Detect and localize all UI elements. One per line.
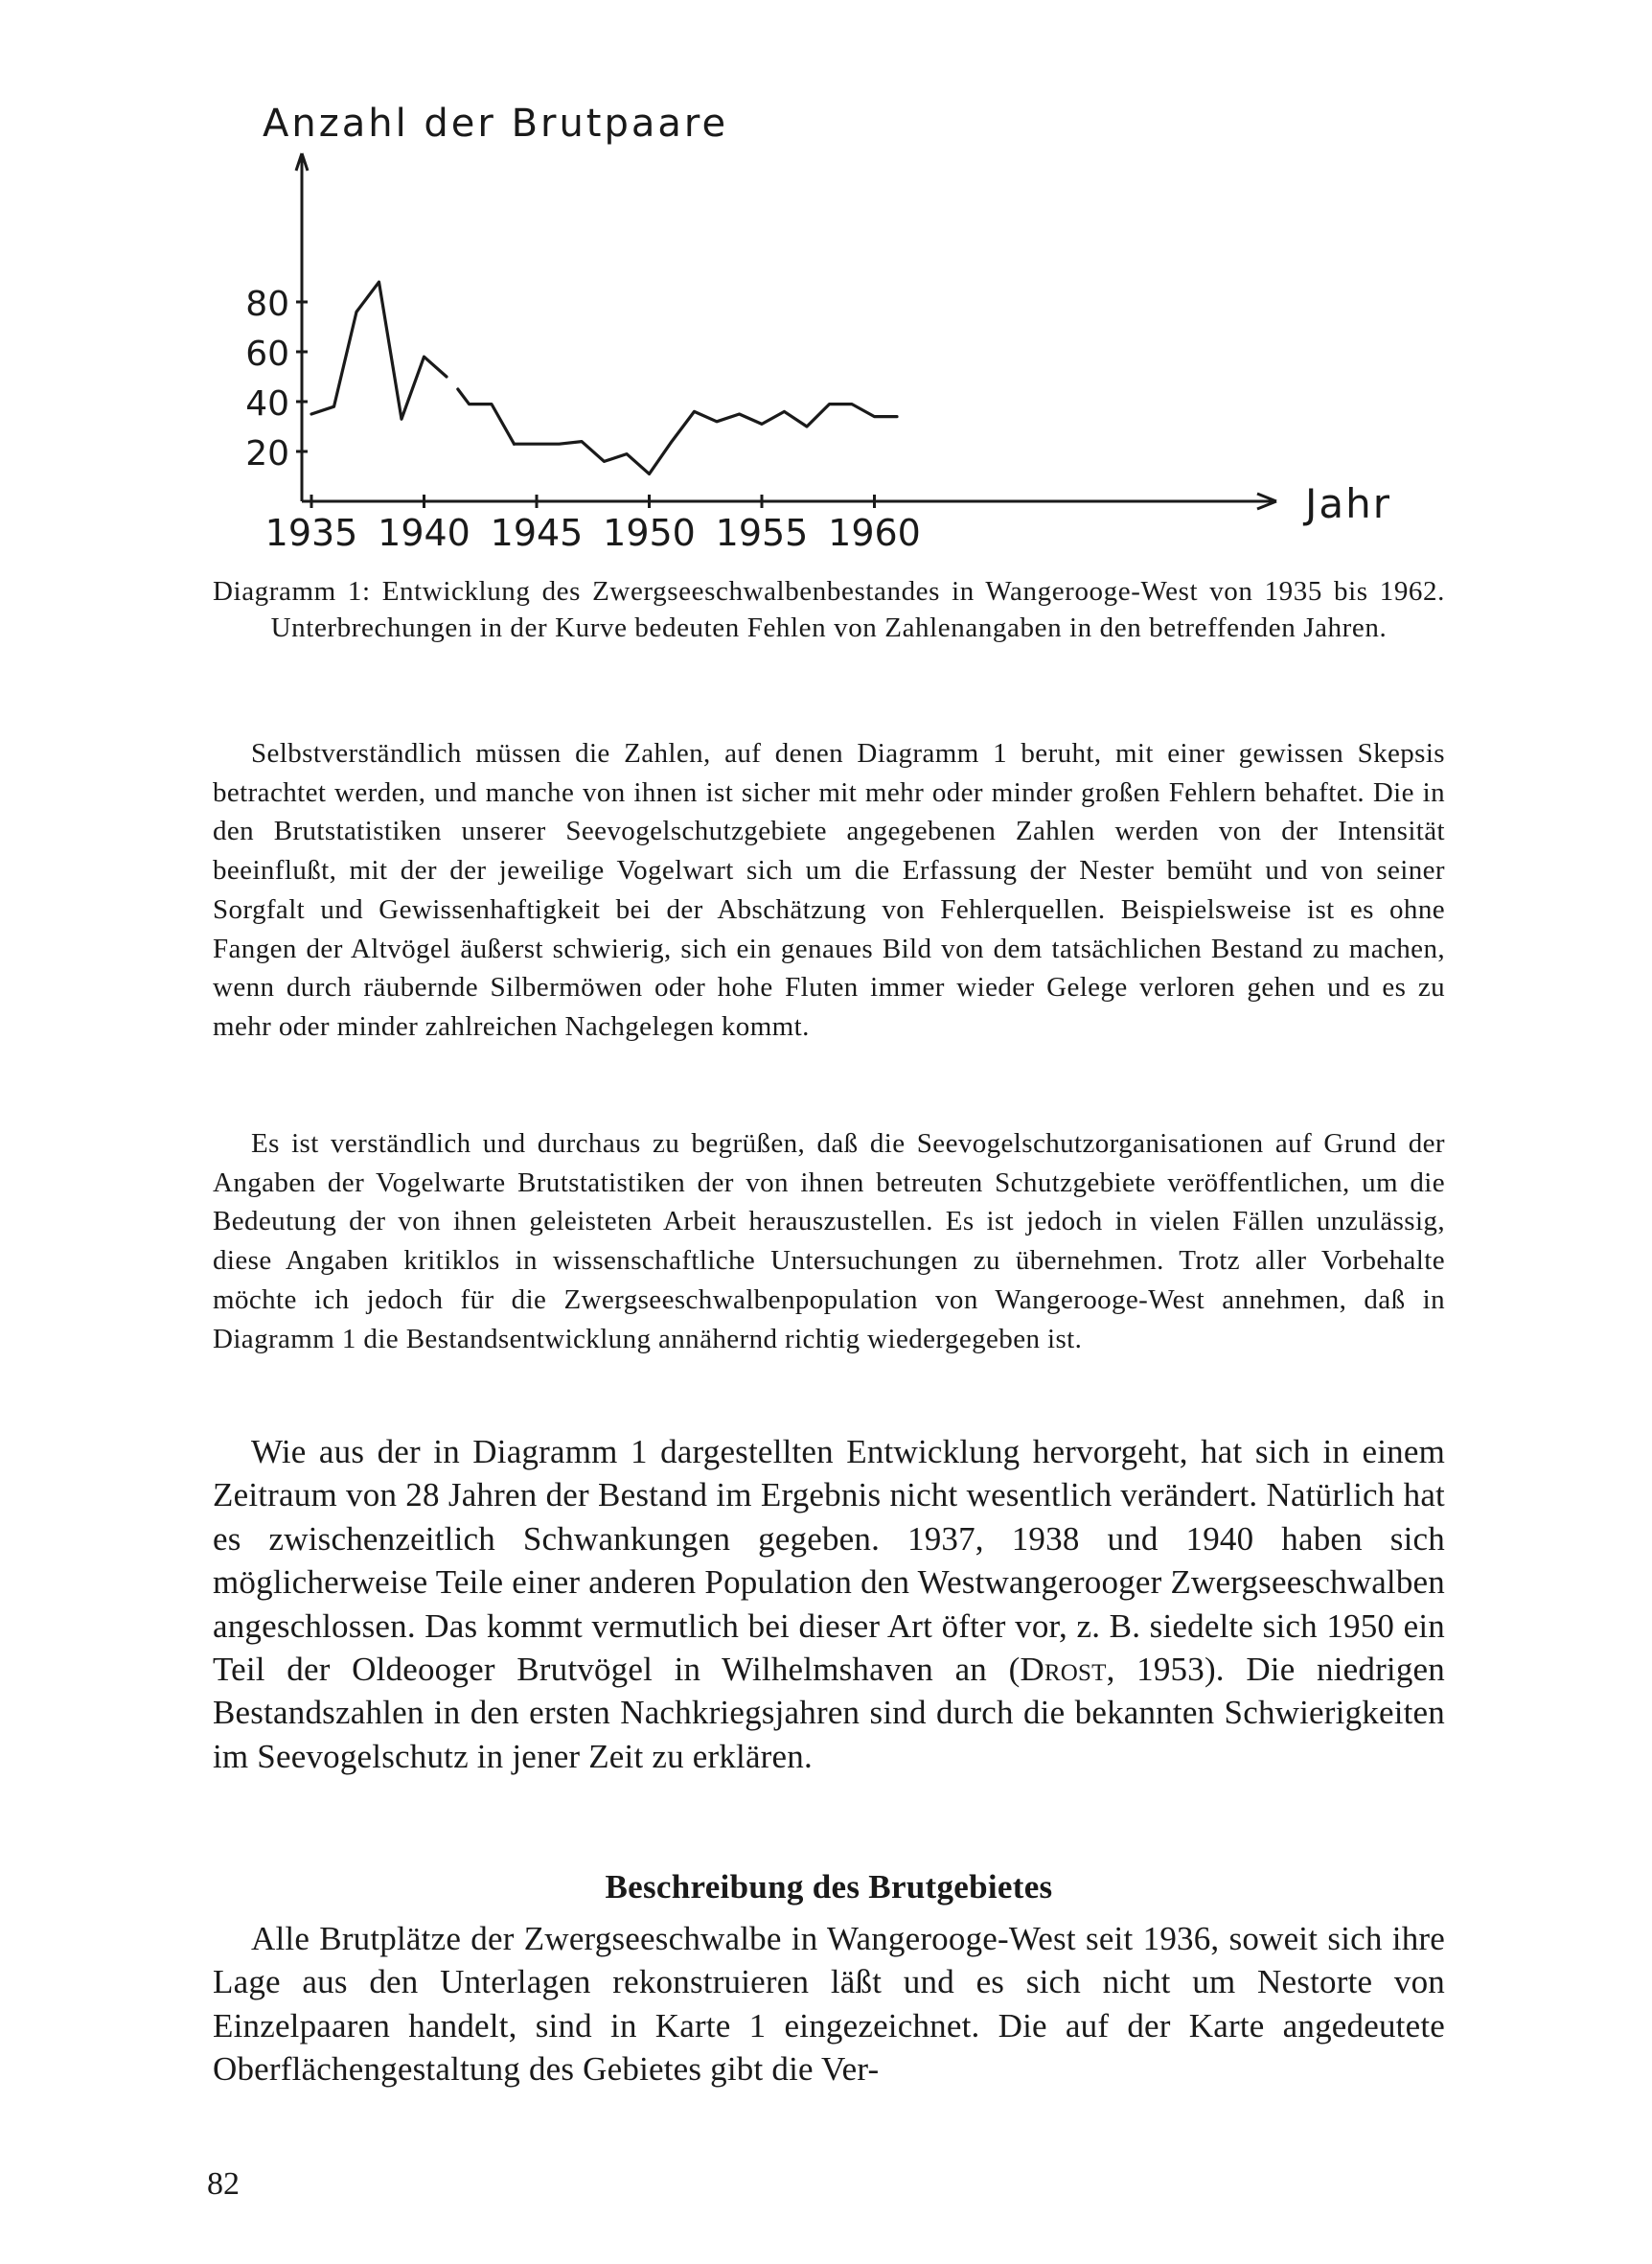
page-number: 82 bbox=[207, 2166, 240, 2202]
chart-axes bbox=[296, 153, 1276, 509]
x-tick-label: 1955 bbox=[715, 512, 809, 554]
paragraph-3-text bbox=[213, 1430, 1445, 1778]
y-axis-label: Anzahl der Brutpaare bbox=[263, 102, 729, 146]
section-heading: Beschreibung des Brutgebietes bbox=[605, 1868, 1053, 1906]
y-tick-label: 80 bbox=[245, 285, 289, 324]
y-tick-label: 20 bbox=[245, 434, 289, 474]
chart-svg bbox=[230, 86, 1437, 585]
x-ticks bbox=[265, 495, 921, 554]
paragraph-2 bbox=[213, 1124, 1445, 1358]
paragraph-1-text: Selbstverständlich müssen die Zahlen, auf denen Diagramm 1 beruht, mit einer gewissen Skepsis betrachtet werden, und manche von ihnen ist sicher mit mehr oder minder großen Fehlern behaftet. Die in den Brutstatistiken unserer Seevogelschutzgebiete angegebenen Zahlen werden von der Intensität beeinflußt, mit der der jeweilige Vogelwart sich um die Erfassung der Nester bemüht und von seiner Sorgfalt und Gewissenhaftigkeit bei der Abschätzung von Fehlerquellen. Beispielsweise ist es ohne Fangen der Altvögel äußerst schwierig, sich ein genaues Bild von dem tatsächlichen Bestand zu machen, wenn durch räubernde Silbermöwen oder hohe Fluten immer wieder Gelege verloren gehen und es zu mehr oder minder zahlreichen Nachgelegen kommt. bbox=[213, 738, 1445, 1042]
x-tick-label: 1950 bbox=[603, 512, 696, 554]
paragraph-4-text: Alle Brutplätze der Zwergseeschwalbe in Wangerooge-West seit 1936, soweit sich ihre Lage aus den Unterlagen rekonstruieren läßt und es sich nicht um Nestorte von Einzelpaaren handelt, sind in Karte 1 eingezeichnet. Die auf der Karte angedeutete Oberflächengestaltung des Gebietes gibt die Ver- bbox=[213, 1920, 1445, 2089]
x-axis-label: Jahr bbox=[1305, 480, 1392, 527]
series-segment bbox=[311, 282, 447, 419]
paragraph-4 bbox=[213, 1917, 1445, 2091]
paragraph-2-text: Es ist verständlich und durchaus zu begrüßen, daß die Seevogelschutzorganisationen auf Grund der Angaben der Vogelwarte Brutstatistiken der von ihnen betreuten Schutzgebiete veröffentlichen, um die Bedeutung der von ihnen geleisteten Arbeit herauszustellen. Es ist jedoch in vielen Fällen unzulässig, diese Angaben kritiklos in wissenschaftliche Untersuchungen zu übernehmen. Trotz aller Vorbehalte möchte ich jedoch für die Zwergseeschwalbenpopulation von Wangerooge-West annehmen, daß in Diagramm 1 die Bestandsentwicklung annähernd richtig wiedergegeben ist. bbox=[213, 1128, 1445, 1354]
paragraph-3 bbox=[213, 1430, 1445, 1778]
series-line bbox=[311, 282, 897, 474]
series-segment bbox=[515, 404, 898, 474]
y-ticks bbox=[245, 285, 308, 474]
y-tick-label: 60 bbox=[245, 335, 289, 374]
author-citation: Drost bbox=[1020, 1651, 1107, 1689]
x-tick-label: 1935 bbox=[264, 512, 358, 554]
paragraph-3-part-1: Wie aus der in Diagramm 1 dargestellten Entwicklung hervorgeht, hat sich in einem Zeitraum von 28 Jahren der Bestand im Ergebnis nicht wesentlich verändert. Natürlich hat es zwischenzeitlich Schwankungen gegeben. 1937, 1938 und 1940 haben sich möglicherweise Teile einer anderen Population den Westwangerooger Zwergseeschwalben angeschlossen. Das kommt vermutlich bei dieser Art öfter vor, z. B. siedelte sich 1950 ein Teil der Oldeooger Brutvögel in Wilhelmshaven an ( bbox=[213, 1433, 1445, 1689]
x-tick-label: 1960 bbox=[828, 512, 921, 554]
chart-caption: Diagramm 1: Entwicklung des Zwergseeschwalbenbestandes in Wangerooge-West von 1935 bis 1962. Unterbrechungen in der Kurve bedeuten Fehlen von Zahlenangaben in den betreffenden Jahren. bbox=[213, 576, 1445, 643]
x-tick-label: 1945 bbox=[490, 512, 584, 554]
population-chart bbox=[230, 86, 1437, 585]
paragraph-3-part-2: , 1953). Die niedrigen Bestandszahlen in den ersten Nachkriegsjahren sind durch die bekannten Schwierigkeiten im Seevogelschutz in jener Zeit zu erklären. bbox=[213, 1651, 1445, 1775]
x-tick-label: 1940 bbox=[378, 512, 470, 554]
y-tick-label: 40 bbox=[245, 384, 289, 424]
series-segment bbox=[458, 389, 515, 444]
paragraph-1 bbox=[213, 734, 1445, 1047]
